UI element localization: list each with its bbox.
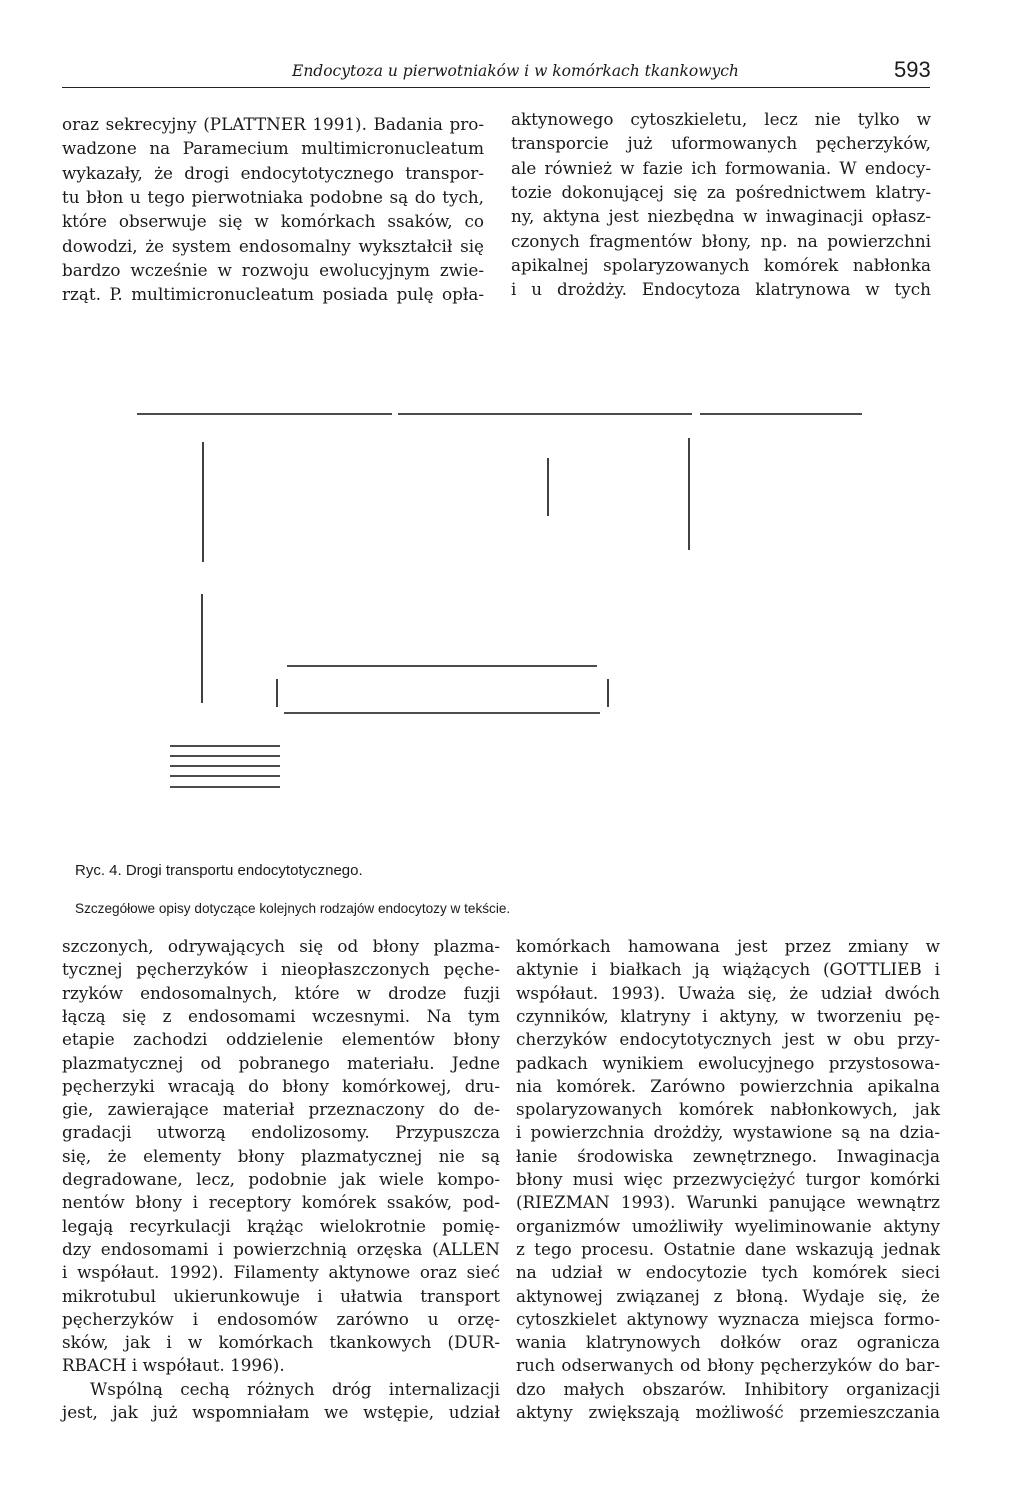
text-line: (RIEZMAN 1993). Warunki panujące wewnątrz [516,1192,940,1213]
text-line: które obserwuje się w komórkach ssaków, co [62,211,484,232]
text-line: wania klatrynowych dołków oraz ogranicza [516,1332,940,1353]
text-line: się, że elementy błony plazmatycznej nie są [62,1145,500,1166]
text-line: legają recyrkulacji krążąc wielokrotnie pomię- [62,1215,500,1236]
text-line: apikalnej spolaryzowanych komórek nabłonka [511,254,931,275]
text-line: cytoszkielet aktynowy wyznacza miejsca formo- [516,1308,940,1329]
text-line: łączą się z endosomami wczesnymi. Na tym [62,1005,500,1026]
text-line: pęcherzyki wracają do błony komórkowej, dru- [62,1075,500,1096]
text-line: współaut. 1993). Uważa się, że udział dwóch [516,982,940,1003]
text-line: transporcie już uformowanych pęcherzyków, [511,133,931,154]
text-line: wadzone na Paramecium multimicronucleatum [62,138,484,159]
text-line: ale również w fazie ich formowania. W endocy- [511,157,931,178]
header-title: Endocytoza u pierwotniaków i w komórkach tkankowych [292,62,739,80]
text-line: jest, jak już wspomniałam we wstępie, udział [62,1402,500,1422]
text-line: spolaryzowanych komórek nabłonkowych, jak [516,1099,940,1120]
text-line: aktynowej związanej z błoną. Wydaje się, że [516,1285,940,1306]
text-line: plazmatycznej od pobranego materiału. Jedne [62,1052,500,1073]
text-line: ruch odserwanych od błony pęcherzyków do bar- [516,1355,940,1376]
text-line: czynników, klatryny i aktyny, w tworzeniu pę- [516,1005,940,1026]
text-line: gie, zawierające materiał przeznaczony do de- [62,1099,500,1120]
text-line: etapie zachodzi oddzielenie elementów błony [62,1029,500,1050]
text-line: organizmów umożliwiły wyeliminowanie aktyny [516,1215,940,1236]
text-line: rząt. P. multimicronucleatum posiada pulę opła- [62,284,484,305]
text-line: dzy endosomami i powierzchnią orzęska (ALLEN [62,1238,500,1259]
text-line: tycznej pęcherzyków i nieopłaszczonych pęche- [62,959,500,980]
text-line: aktynowego cytoszkieletu, lecz nie tylko w [511,109,931,129]
text-line: i powierzchnia drożdży, wystawione są na dzia- [516,1122,940,1143]
text-line: nia komórek. Zarówno powierzchnia apikalna [516,1075,940,1096]
text-line: padkach wynikiem ewolucyjnego przystosowa- [516,1052,940,1073]
text-line: i u drożdży. Endocytoza klatrynowa w tych [511,279,931,300]
text-line: aktynie i białkach ją wiążących (GOTTLIEB i [516,959,940,980]
text-line: gradacji utworzą endolizosomy. Przypuszcza [62,1122,500,1143]
page-number: 593 [894,57,931,82]
text-line: aktyny zwiększają możliwość przemieszczania [516,1402,940,1422]
text-line: bardzo wcześnie w rozwoju ewolucyjnym zwie- [62,259,484,280]
text-line: z tego procesu. Ostatnie dane wskazują jednak [516,1238,940,1259]
text-line: pęcherzyków i endosomów zarówno u orzę- [62,1308,500,1329]
text-line: dowodzi, że system endosomalny wykształcił się [62,235,484,256]
text-line: łanie środowiska zewnętrznego. Inwaginacja [516,1145,940,1166]
text-line: oraz sekrecyjny (PLATTNER 1991). Badania pro- [62,114,484,134]
text-line: szczonych, odrywających się od błony plazma- [62,936,500,956]
text-line: błony musi więc przezwyciężyć turgor komórki [516,1169,940,1189]
text-line: czonych fragmentów błony, np. na powierzchni [511,230,931,251]
text-line: nentów błony i receptory komórek ssaków, pod- [62,1192,500,1213]
text-line: Wspólną cechą różnych dróg internalizacji [90,1378,500,1399]
text-line: cherzyków endocytotycznych jest w obu przy- [516,1029,940,1050]
text-line: ny, aktyna jest niezbędna w inwaginacji opłasz- [511,206,931,227]
text-line: i współaut. 1992). Filamenty aktynowe oraz sieć [62,1262,500,1283]
text-line: na udział w endocytozie tych komórek sieci [516,1262,940,1283]
text-line: komórkach hamowana jest przez zmiany w [516,936,940,956]
text-line: dzo małych obszarów. Inhibitory organizacji [516,1378,940,1399]
text-line: sków, jak i w komórkach tkankowych (DUR- [62,1332,500,1353]
text-line: tu błon u tego pierwotniaka podobne są do tych, [62,186,484,207]
text-line: mikrotubul ukierunkowuje i ułatwia transport [62,1285,500,1306]
text-line: wykazały, że drogi endocytotycznego transpor- [62,162,484,183]
figure-caption-description: Szczegółowe opisy dotyczące kolejnych rodzajów endocytozy w tekście. [75,901,511,916]
figure-caption-title: Ryc. 4. Drogi transportu endocytotycznego. [75,862,363,879]
text-line: rzyków endosomalnych, które w drodze fuzji [62,982,500,1003]
text-line: tozie dokonującej się za pośrednictwem klatry- [511,181,931,202]
text-line: RBACH i współaut. 1996). [62,1355,285,1376]
text-line: degradowane, lecz, podobnie jak wiele kompo- [62,1169,500,1189]
